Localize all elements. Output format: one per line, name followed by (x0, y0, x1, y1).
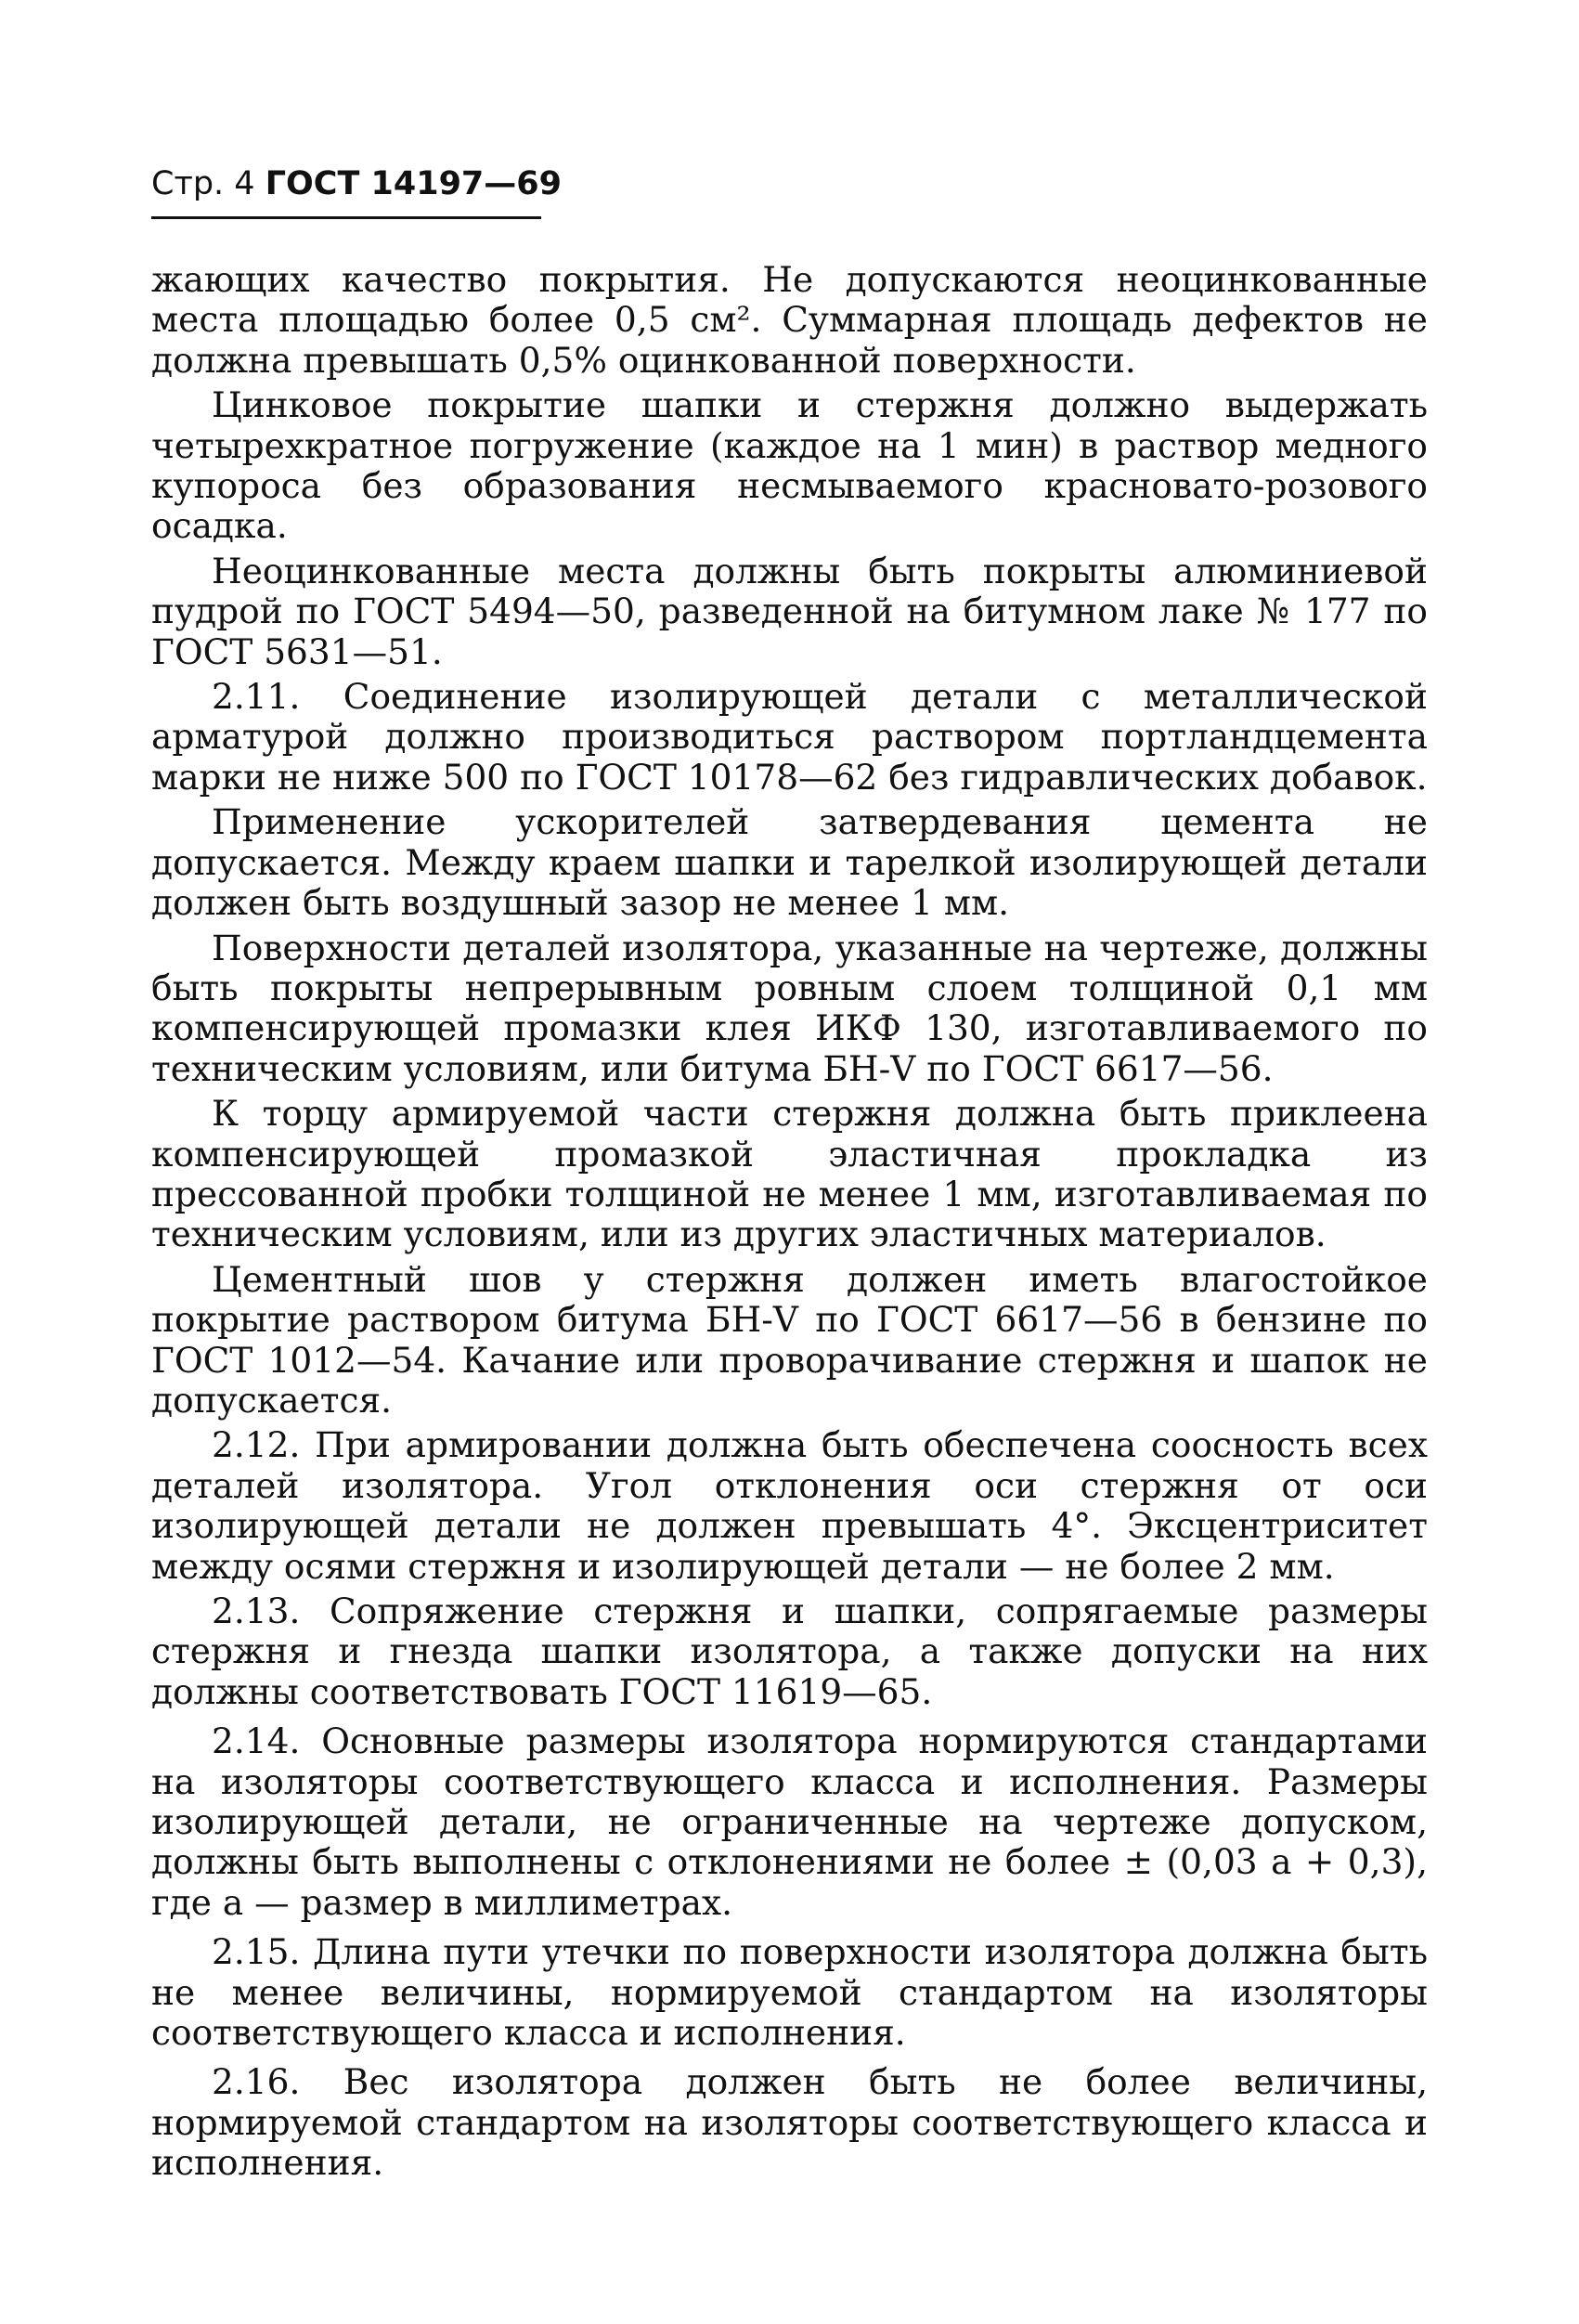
paragraph-surfaces: Поверхности деталей изолятора, указанные на чертеже, должны быть покрыты непрерывным ровным слоем толщиной 0,1 мм компенсирующей промазки клея ИКФ 130, изготавливаемого по техническим условиям, или битума БН-V по ГОСТ 6617—56. (151, 927, 1428, 1089)
clause-2-11: 2.11. Соединение изолирующей детали с металлической арматурой должно производиться раствором портландцемента марки не ниже 500 по ГОСТ 10178—62 без гидравлических добавок. (151, 676, 1428, 798)
page-label: Стр. 4 (151, 165, 255, 202)
clause-2-16: 2.16. Вес изолятора должен быть не более величины, нормируемой стандартом на изоляторы соответствующего класса и исполнения. (151, 2061, 1428, 2184)
header-divider (151, 216, 541, 219)
paragraph-cement-seam: Цементный шов у стержня должен иметь влагостойкое покрытие раствором битума БН-V по ГОСТ 6617—56 в бензине по ГОСТ 1012—54. Качание или проворачивание стержня и шапок не допускается. (151, 1258, 1428, 1421)
paragraph-zinc-coating: Цинковое покрытие шапки и стержня должно выдержать четырехкратное погружение (каждое на 1 мин) в раствор медного купороса без образования несмываемого красновато-розового осадка. (151, 384, 1428, 547)
paragraph-accelerators: Применение ускорителей затвердевания цемента не допускается. Между краем шапки и тарелкой изолирующей детали должен быть воздушный зазор не менее 1 мм. (151, 801, 1428, 924)
clause-2-14: 2.14. Основные размеры изолятора нормируются стандартами на изоляторы соответствующего класса и исполнения. Размеры изолирующей детали, не ограниченные на чертеже допуском, должны быть выполнены с отклонениями не более ± (0,03 a + 0,3), где a — размер в миллиметрах. (151, 1720, 1428, 1923)
page-header (151, 163, 562, 204)
standard-number: ГОСТ 14197—69 (265, 165, 562, 202)
paragraph-uncoated-areas: Неоцинкованные места должны быть покрыты алюминиевой пудрой по ГОСТ 5494—50, разведенной на битумном лаке № 177 по ГОСТ 5631—51. (151, 550, 1428, 672)
paragraph-continuation: жающих качество покрытия. Не допускаются неоцинкованные места площадью более 0,5 см². Суммарная площадь дефектов не должна превышать 0,5% оцинкованной поверхности. (151, 259, 1428, 381)
document-body (151, 260, 1428, 2188)
paragraph-gasket: К торцу армируемой части стержня должна быть приклеена компенсирующей промазкой эластичная прокладка из прессованной пробки толщиной не менее 1 мм, изготавливаемая по техническим условиям, или из других эластичных материалов. (151, 1093, 1428, 1255)
clause-2-12: 2.12. При армировании должна быть обеспечена соосность всех деталей изолятора. Угол отклонения оси стержня от оси изолирующей детали не должен превышать 4°. Эксцентриситет между осями стержня и изолирующей детали — не более 2 мм. (151, 1424, 1428, 1587)
clause-2-13: 2.13. Сопряжение стержня и шапки, сопрягаемые размеры стержня и гнезда шапки изолятора, а также допуски на них должны соответствовать ГОСТ 11619—65. (151, 1590, 1428, 1712)
clause-2-15: 2.15. Длина пути утечки по поверхности изолятора должна быть не менее величины, нормируемой стандартом на изоляторы соответствующего класса и исполнения. (151, 1931, 1428, 2054)
